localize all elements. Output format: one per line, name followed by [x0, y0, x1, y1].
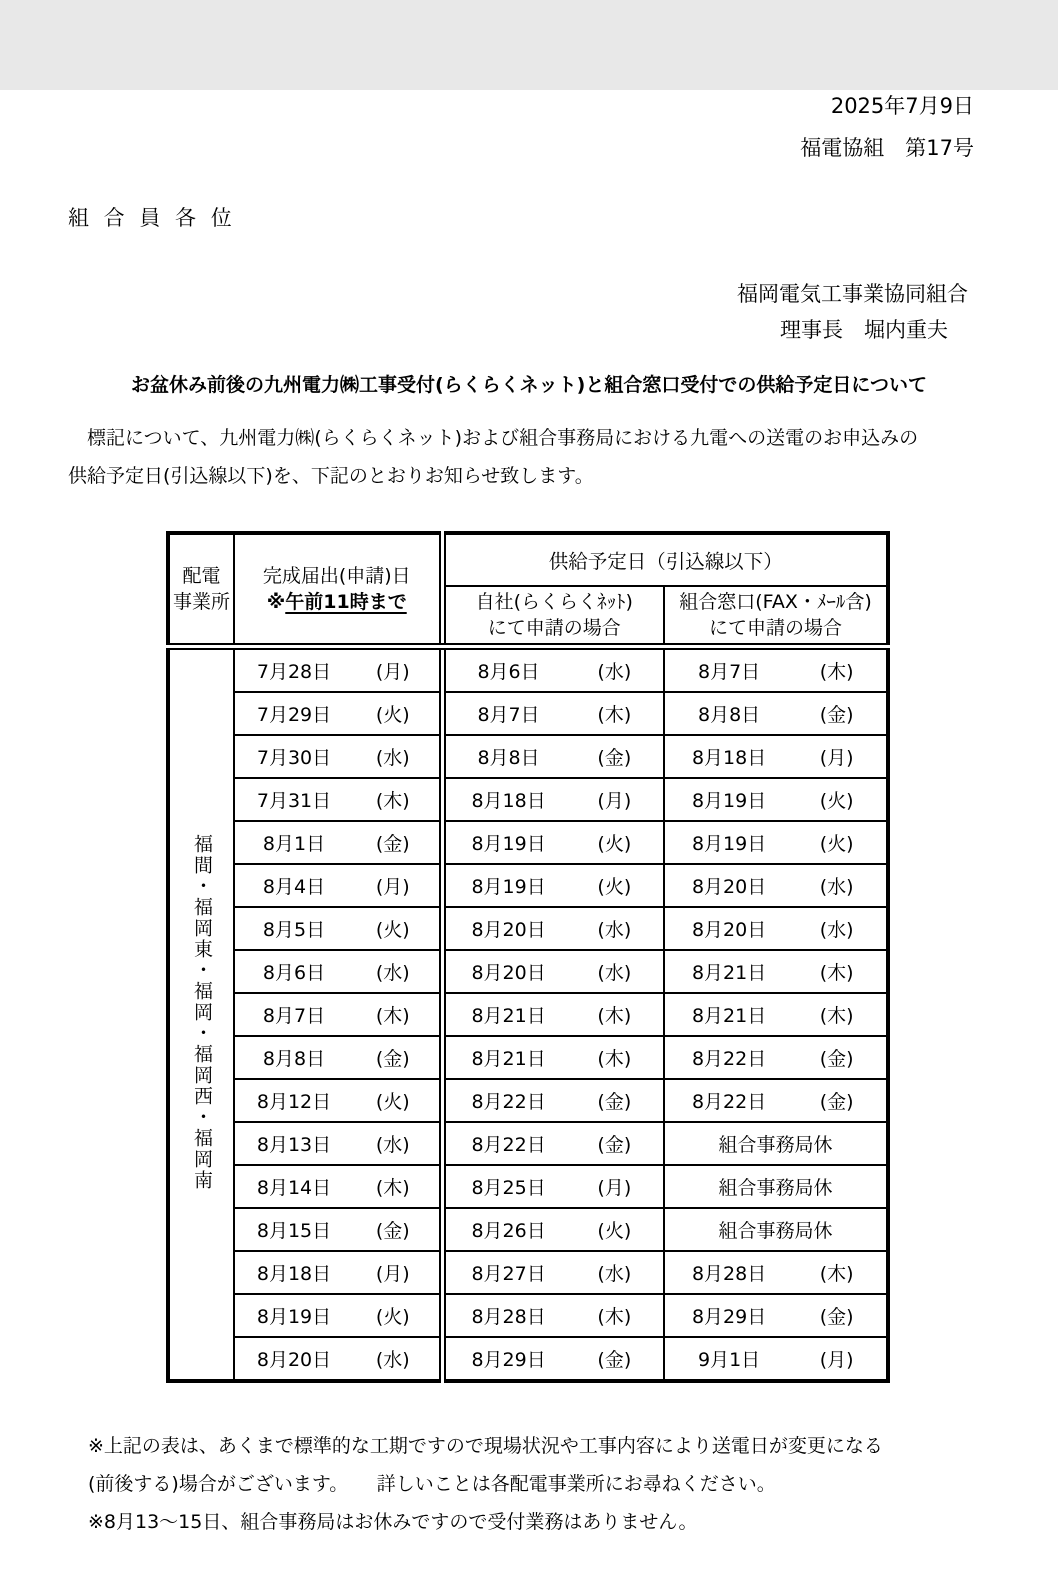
date-text: 8月6日 [477, 661, 540, 683]
signer-name: 理事長 堀内重夫 [780, 318, 948, 342]
date-cell [234, 1251, 442, 1294]
date-cell [442, 1122, 664, 1165]
date-text: 8月12日 [256, 1091, 332, 1113]
table-row [168, 1294, 888, 1337]
document-date: 2025年7月9日 [830, 94, 974, 118]
office-region-cell [168, 647, 234, 1382]
date-text: 7月30日 [256, 747, 332, 769]
body-line: 供給予定日(引込線以下)を、下記のとおりお知らせ致します。 [68, 465, 594, 487]
date-text: 8月7日 [477, 704, 540, 726]
table-row [168, 993, 888, 1036]
office-closed-label: 組合事務局休 [718, 1220, 833, 1242]
date-cell [234, 907, 442, 950]
date-cell [664, 950, 888, 993]
table-row [168, 864, 888, 907]
union-window-column-header [664, 586, 888, 647]
date-cell [664, 821, 888, 864]
weekday-text: (金) [597, 1349, 632, 1371]
weekday-text: (火) [375, 1306, 410, 1328]
office-region-label: 福間・福岡東・福岡・福岡西・福岡南 [191, 833, 213, 1191]
union-header-line1: 組合窓口(FAX・ﾒｰﾙ含) [679, 591, 872, 613]
date-cell [234, 993, 442, 1036]
own-application-column-header [442, 586, 664, 647]
date-text: 8月29日 [691, 1306, 767, 1328]
weekday-text: (火) [375, 919, 410, 941]
date-text: 8月20日 [471, 919, 546, 941]
weekday-text: (木) [819, 661, 854, 683]
date-text: 8月18日 [471, 790, 546, 812]
date-text: 7月28日 [256, 661, 332, 683]
date-cell [442, 907, 664, 950]
date-cell [234, 692, 442, 735]
document-title: お盆休み前後の九州電力㈱工事受付(らくらくネット)と組合窓口受付での供給予定日について [131, 374, 927, 396]
table-row [168, 1208, 888, 1251]
date-text: 8月25日 [471, 1177, 546, 1199]
schedule-table-body [168, 647, 888, 1382]
date-text: 8月8日 [477, 747, 540, 769]
date-text: 7月31日 [256, 790, 332, 812]
date-cell [234, 1079, 442, 1122]
date-cell [664, 1294, 888, 1337]
application-deadline-text: 午前11時まで [285, 591, 407, 613]
header-row-group [168, 533, 888, 586]
office-header-line1: 配電 [182, 565, 221, 587]
date-cell [664, 907, 888, 950]
table-row [168, 821, 888, 864]
weekday-text: (火) [819, 833, 854, 855]
application-column-header [234, 533, 442, 647]
date-text: 8月20日 [691, 919, 767, 941]
date-text: 8月4日 [262, 876, 326, 898]
date-cell [664, 778, 888, 821]
weekday-text: (火) [597, 1220, 632, 1242]
table-row [168, 1079, 888, 1122]
date-cell [442, 1337, 664, 1381]
date-text: 8月28日 [691, 1263, 767, 1285]
date-cell [442, 821, 664, 864]
footnotes [88, 1427, 1018, 1541]
office-closed-cell [664, 1208, 888, 1251]
date-cell [234, 821, 442, 864]
date-cell [234, 1122, 442, 1165]
date-cell [234, 735, 442, 778]
date-text: 8月8日 [262, 1048, 326, 1070]
weekday-text: (木) [597, 1005, 632, 1027]
weekday-text: (火) [819, 790, 854, 812]
date-text: 8月29日 [471, 1349, 546, 1371]
date-text: 8月22日 [471, 1134, 546, 1156]
date-cell [442, 1036, 664, 1079]
document-number: 福電協組 第17号 [800, 136, 974, 160]
footnote-line: ※上記の表は、あくまで標準的な工期ですので現場状況や工事内容により送電日が変更になる [88, 1435, 883, 1457]
date-text: 8月19日 [691, 833, 767, 855]
date-cell [664, 993, 888, 1036]
body-paragraph [68, 419, 998, 495]
weekday-text: (金) [597, 1134, 632, 1156]
date-cell [664, 735, 888, 778]
weekday-text: (金) [375, 1220, 410, 1242]
date-cell [442, 1079, 664, 1122]
sender-block [0, 276, 1058, 348]
date-cell [234, 1337, 442, 1381]
table-row [168, 647, 888, 693]
date-text: 8月20日 [691, 876, 767, 898]
weekday-text: (火) [597, 833, 632, 855]
weekday-text: (月) [819, 747, 854, 769]
date-cell [234, 864, 442, 907]
date-text: 8月27日 [471, 1263, 546, 1285]
date-cell [442, 1208, 664, 1251]
own-header-line2: にて申請の場合 [487, 617, 621, 639]
date-cell [442, 1165, 664, 1208]
weekday-text: (水) [375, 1349, 410, 1371]
date-cell [442, 993, 664, 1036]
date-text: 8月21日 [471, 1048, 546, 1070]
application-note-prefix: ※ [266, 591, 286, 613]
table-row [168, 1122, 888, 1165]
date-text: 7月29日 [256, 704, 332, 726]
date-text: 8月7日 [698, 661, 761, 683]
date-cell [664, 1079, 888, 1122]
weekday-text: (月) [597, 790, 632, 812]
weekday-text: (金) [375, 1048, 410, 1070]
weekday-text: (水) [597, 919, 632, 941]
date-text: 8月28日 [471, 1306, 546, 1328]
weekday-text: (金) [819, 1306, 854, 1328]
date-cell [234, 1208, 442, 1251]
date-cell [234, 1036, 442, 1079]
weekday-text: (木) [375, 790, 410, 812]
date-cell [442, 692, 664, 735]
weekday-text: (月) [375, 876, 410, 898]
date-text: 8月21日 [691, 962, 767, 984]
date-text: 8月19日 [256, 1306, 332, 1328]
weekday-text: (金) [375, 833, 410, 855]
weekday-text: (金) [819, 1091, 854, 1113]
date-cell [442, 1294, 664, 1337]
date-text: 8月5日 [262, 919, 326, 941]
weekday-text: (火) [375, 1091, 410, 1113]
date-text: 8月21日 [691, 1005, 767, 1027]
union-header-line2: にて申請の場合 [709, 617, 843, 639]
weekday-text: (水) [597, 1263, 632, 1285]
supply-date-group-header: 供給予定日（引込線以下） [442, 533, 888, 586]
date-text: 9月1日 [698, 1349, 761, 1371]
document-page [0, 90, 1058, 1587]
date-text: 8月7日 [262, 1005, 326, 1027]
date-text: 8月15日 [256, 1220, 332, 1242]
date-text: 8月14日 [256, 1177, 332, 1199]
date-text: 8月13日 [256, 1134, 332, 1156]
date-text: 8月22日 [471, 1091, 546, 1113]
date-cell [234, 778, 442, 821]
organization-name: 福岡電気工事業協同組合 [737, 282, 968, 306]
weekday-text: (月) [597, 1177, 632, 1199]
date-cell [442, 778, 664, 821]
table-row [168, 950, 888, 993]
weekday-text: (水) [375, 747, 410, 769]
weekday-text: (金) [819, 1048, 854, 1070]
date-cell [234, 1294, 442, 1337]
date-cell [664, 864, 888, 907]
weekday-text: (金) [597, 1091, 632, 1113]
date-cell [664, 647, 888, 693]
date-text: 8月19日 [471, 833, 546, 855]
weekday-text: (木) [597, 1048, 632, 1070]
date-text: 8月1日 [262, 833, 326, 855]
weekday-text: (木) [375, 1177, 410, 1199]
weekday-text: (金) [819, 704, 854, 726]
office-closed-label: 組合事務局休 [718, 1177, 833, 1199]
table-row [168, 1036, 888, 1079]
date-text: 8月8日 [698, 704, 761, 726]
weekday-text: (月) [375, 1263, 410, 1285]
weekday-text: (木) [597, 1306, 632, 1328]
table-row [168, 735, 888, 778]
date-text: 8月26日 [471, 1220, 546, 1242]
weekday-text: (水) [597, 962, 632, 984]
weekday-text: (水) [375, 962, 410, 984]
recipient-line: 組 合 員 各 位 [68, 206, 236, 230]
date-cell [442, 735, 664, 778]
office-column-header [168, 533, 234, 647]
application-header-line1: 完成届出(申請)日 [262, 565, 411, 587]
date-text: 8月22日 [691, 1091, 767, 1113]
date-text: 8月18日 [691, 747, 767, 769]
date-cell [664, 1251, 888, 1294]
table-row [168, 1251, 888, 1294]
date-cell [442, 1251, 664, 1294]
date-cell [664, 1337, 888, 1381]
date-text: 8月22日 [691, 1048, 767, 1070]
footnote-line: ※8月13～15日、組合事務局はお休みですので受付業務はありません。 [88, 1511, 698, 1533]
date-cell [234, 950, 442, 993]
weekday-text: (金) [597, 747, 632, 769]
date-cell [664, 1036, 888, 1079]
schedule-table-wrapper [166, 531, 1058, 1383]
weekday-text: (火) [597, 876, 632, 898]
office-closed-label: 組合事務局休 [718, 1134, 833, 1156]
table-row [168, 907, 888, 950]
weekday-text: (木) [597, 704, 632, 726]
supply-schedule-table [166, 531, 890, 1383]
date-text: 8月21日 [471, 1005, 546, 1027]
table-row [168, 778, 888, 821]
date-cell [442, 950, 664, 993]
date-cell [234, 1165, 442, 1208]
body-line: 標記について、九州電力㈱(らくらくネット)および組合事務局における九電への送電のお申込みの [68, 427, 919, 449]
weekday-text: (月) [375, 661, 410, 683]
date-cell [664, 692, 888, 735]
date-cell [442, 647, 664, 693]
date-cell [234, 647, 442, 693]
date-text: 8月19日 [691, 790, 767, 812]
weekday-text: (水) [375, 1134, 410, 1156]
weekday-text: (水) [819, 919, 854, 941]
table-row [168, 692, 888, 735]
table-row [168, 1165, 888, 1208]
date-text: 8月18日 [256, 1263, 332, 1285]
weekday-text: (月) [819, 1349, 854, 1371]
own-header-line1: 自社(らくらくﾈｯﾄ) [475, 591, 633, 613]
weekday-text: (木) [819, 1263, 854, 1285]
weekday-text: (木) [375, 1005, 410, 1027]
footnote-line: (前後する)場合がございます。 詳しいことは各配電事業所にお尋ねください。 [88, 1473, 776, 1495]
application-header-line2 [235, 589, 439, 615]
office-closed-cell [664, 1165, 888, 1208]
date-text: 8月19日 [471, 876, 546, 898]
weekday-text: (木) [819, 1005, 854, 1027]
weekday-text: (木) [819, 962, 854, 984]
table-row [168, 1337, 888, 1381]
office-closed-cell [664, 1122, 888, 1165]
date-cell [442, 864, 664, 907]
weekday-text: (水) [597, 661, 632, 683]
weekday-text: (火) [375, 704, 410, 726]
weekday-text: (水) [819, 876, 854, 898]
date-text: 8月20日 [471, 962, 546, 984]
date-text: 8月20日 [256, 1349, 332, 1371]
office-header-line2: 事業所 [172, 591, 230, 613]
date-text: 8月6日 [262, 962, 326, 984]
